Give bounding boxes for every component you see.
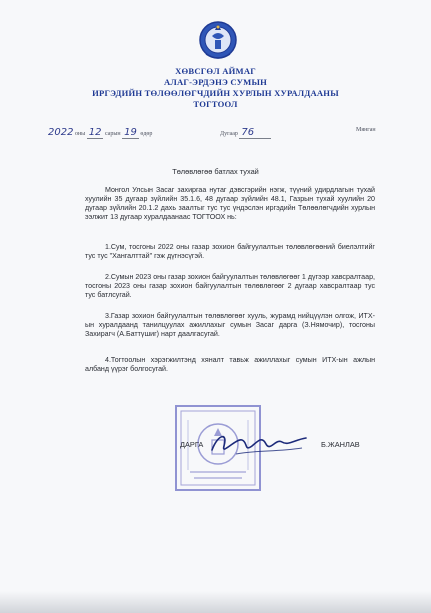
number-field: [220, 127, 271, 139]
date-day-suffix: өдөр: [140, 131, 153, 137]
date-year: 2022: [48, 127, 74, 138]
paragraph-item-4: 4.Тогтоолын хэрэгжилтэнд хяналт тавьж ажиллахыг сумын ИТХ-ын ажлын албанд үүрэг болгосугай.: [85, 356, 375, 374]
date-year-suffix: оны: [74, 131, 86, 137]
org-line-sum: АЛАГ-ЭРДЭНЭ СУМЫН: [164, 77, 267, 87]
org-line-aimag: ХӨВСГӨЛ АЙМАГ: [175, 66, 256, 76]
state-emblem-icon: [198, 18, 238, 62]
paragraph-item-2: 2.Сумын 2023 оны газар зохион байгуулалтын төлөвлөгөөг 1 дүгээр хавсралтаар, тосгоны 2023 оны газар зохион байгуулалтын төлөвлөгөөг 2 дугаар хавсралтаар тус тус батлсугай.: [85, 273, 375, 300]
date-day: 19: [124, 127, 137, 138]
paragraph-item-1: 1.Сум, тосгоны 2022 оны газар зохион байгуулалтын төлөвлөгөөний биелэлтийг тус тус "Хангалттай" гэж дүгнэсүгэй.: [85, 243, 375, 261]
paragraph-item-3: 3.Газар зохион байгуулалтын төлөвлөгөөг хууль, журамд нийцүүлэн олгож, ИТХ-ын хуралдаанд танилцуулах ажиллахыг сумын Засаг дарга (З.Нямочир), тосгоны Захирагч (А.Баттүшиг) нарт даалгасугай.: [85, 312, 375, 339]
date-field: [48, 127, 152, 139]
number-value: 76: [239, 127, 271, 139]
signer-name: Б.ЖАНЛАВ: [321, 440, 360, 449]
handwritten-signature-icon: [206, 426, 316, 460]
org-line-council: ИРГЭДИЙН ТӨЛӨӨЛӨГЧДИЙН ХУРЛЫН ХУРАЛДААНЫ: [92, 88, 339, 98]
date-month: 12: [88, 127, 102, 138]
paragraph-preamble: Монгол Улсын Засаг захиргаа нутаг дэвсгэрийн нэгж, түүний удирдлагын тухай хуулийн 35 дугаар зүйлийн 35.1.6, 48 дугаар зүйлийн 48.1, Газрын тухай хуулийн 20 дугаар зүйлийн 20.1.2 дахь заалтыг тус тус үндэслэн иргэдийн Төлөөлөгчдийн хурлын ээлжит 13 дугаар хуралдаанаас ТОГТООХ нь:: [85, 186, 375, 222]
number-label: Дугаар: [220, 131, 238, 137]
place-field: Мянган: [356, 127, 376, 133]
signer-role: ДАРГА: [180, 440, 204, 449]
org-line-doc-type: ТОГТООЛ: [193, 99, 238, 109]
document-title: Төлөвлөгөө батлах тухай: [172, 167, 259, 176]
date-month-suffix: сарын: [104, 131, 121, 137]
